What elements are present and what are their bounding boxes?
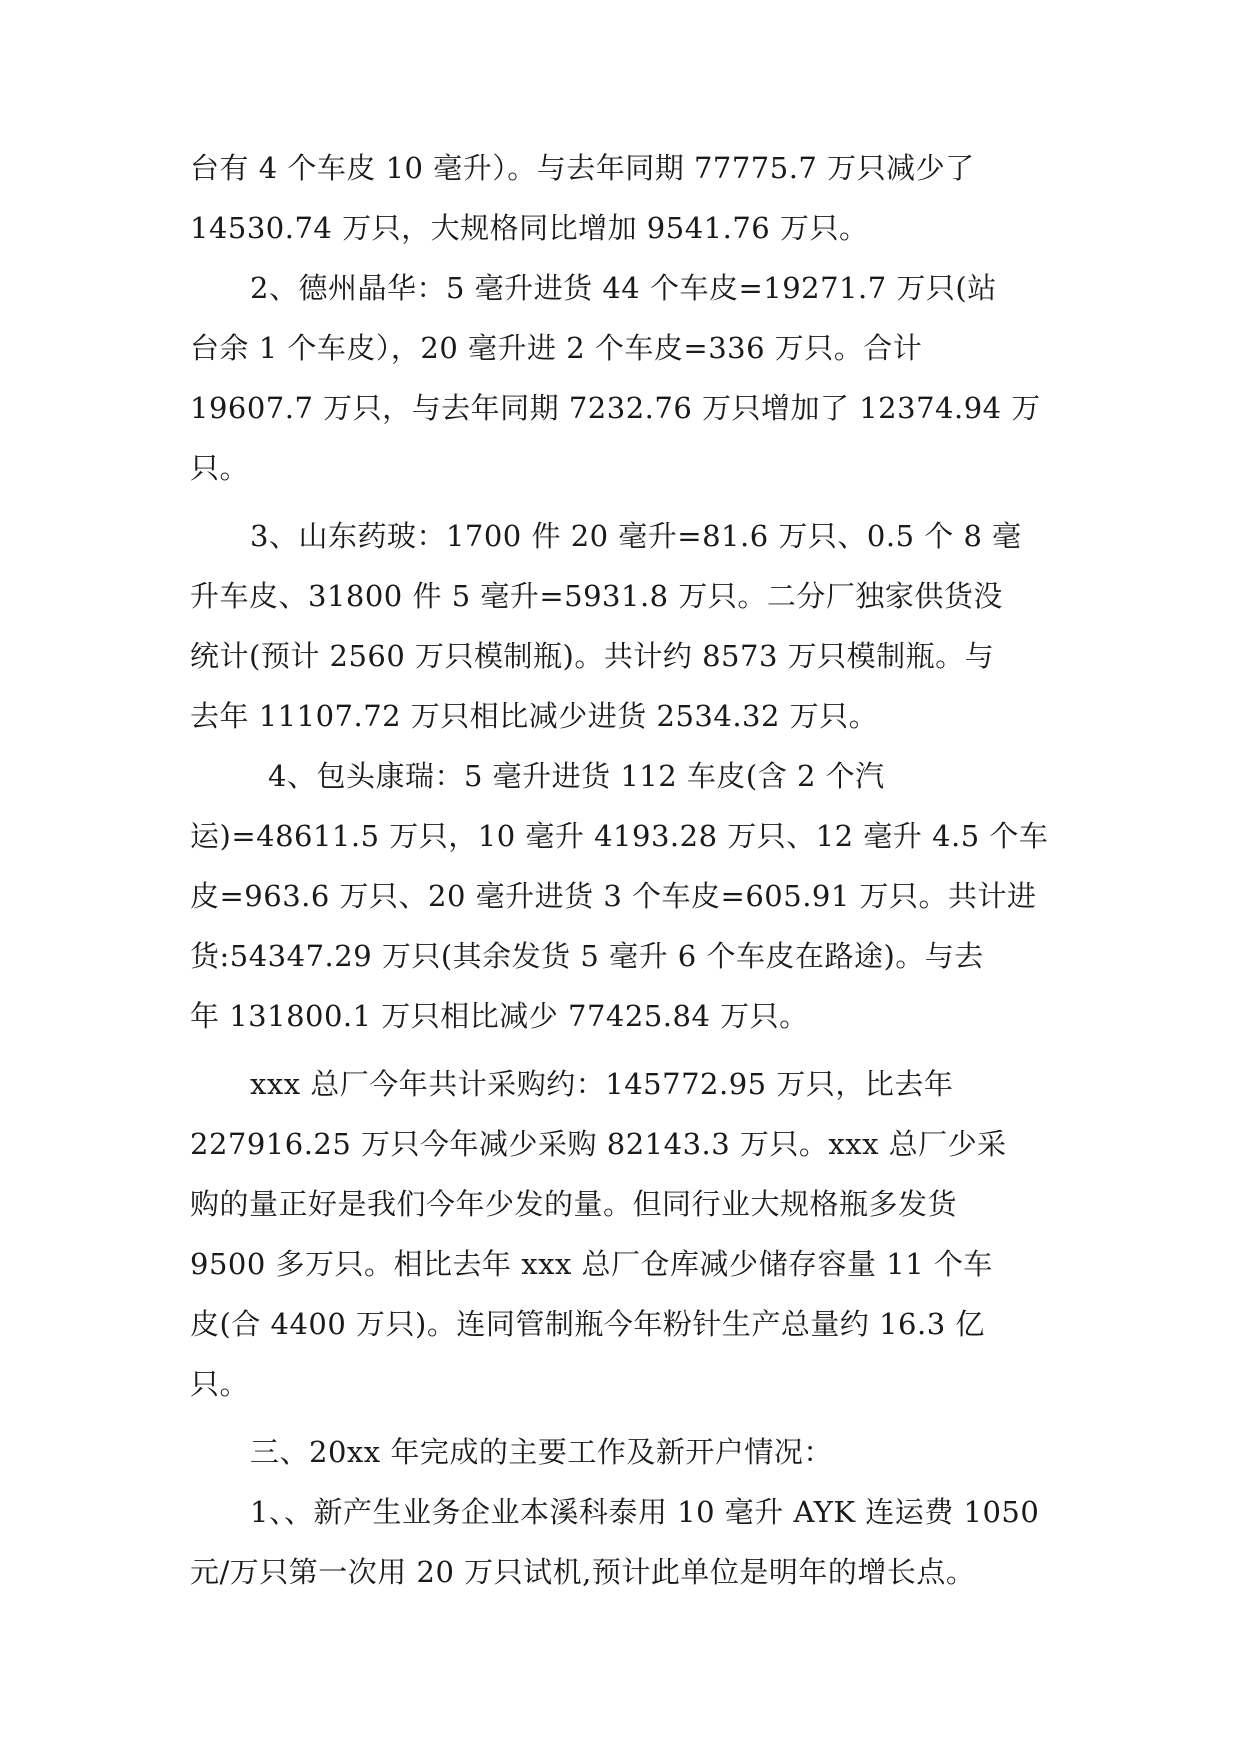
text-line: 运)=48611.5 万只，10 毫升 4193.28 万只、12 毫升 4.5 个车 <box>190 819 1049 853</box>
paragraph-start-line: 2、德州晶华：5 毫升进货 44 个车皮=19271.7 万只(站 <box>250 271 997 305</box>
text-line: 年 131800.1 万只相比减少 77425.84 万只。 <box>190 999 809 1033</box>
paragraph-start-line: 3、山东药玻：1700 件 20 毫升=81.6 万只、0.5 个 8 毫 <box>250 519 1022 553</box>
text-line: 9500 多万只。相比去年 xxx 总厂仓库减少储存容量 11 个车 <box>190 1247 993 1281</box>
text-line: 皮(合 4400 万只)。连同管制瓶今年粉针生产总量约 16.3 亿 <box>190 1307 985 1341</box>
text-line: 只。 <box>190 1367 250 1401</box>
paragraph-start-line: 1、、新产生业务企业本溪科泰用 10 毫升 AYK 连运费 1050 <box>250 1495 1040 1529</box>
paragraph-start-line: xxx 总厂今年共计采购约：145772.95 万只，比去年 <box>250 1067 954 1101</box>
text-line: 购的量正好是我们今年少发的量。但同行业大规格瓶多发货 <box>190 1187 958 1221</box>
text-line: 元/万只第一次用 20 万只试机,预计此单位是明年的增长点。 <box>190 1555 976 1589</box>
text-line: 227916.25 万只今年减少采购 82143.3 万只。xxx 总厂少采 <box>190 1127 1007 1161</box>
text-line: 只。 <box>190 451 250 485</box>
text-line: 14530.74 万只，大规格同比增加 9541.76 万只。 <box>190 211 869 245</box>
paragraph-start-line: 4、包头康瑞：5 毫升进货 112 车皮(含 2 个汽 <box>268 759 885 793</box>
section-heading: 三、20xx 年完成的主要工作及新开户情况： <box>250 1435 833 1469</box>
text-line: 19607.7 万只，与去年同期 7232.76 万只增加了 12374.94 万 <box>190 391 1041 425</box>
text-line: 货:54347.29 万只(其余发货 5 毫升 6 个车皮在路途)。与去 <box>190 939 984 973</box>
text-line: 升车皮、31800 件 5 毫升=5931.8 万只。二分厂独家供货没 <box>190 579 1003 613</box>
text-line: 台余 1 个车皮），20 毫升进 2 个车皮=336 万只。合计 <box>190 331 923 365</box>
text-line: 皮=963.6 万只、20 毫升进货 3 个车皮=605.91 万只。共计进 <box>190 879 1037 913</box>
text-line: 台有 4 个车皮 10 毫升）。与去年同期 77775.7 万只减少了 <box>190 151 975 185</box>
text-line: 去年 11107.72 万只相比减少进货 2534.32 万只。 <box>190 699 879 733</box>
text-line: 统计(预计 2560 万只模制瓶)。共计约 8573 万只模制瓶。与 <box>190 639 995 673</box>
